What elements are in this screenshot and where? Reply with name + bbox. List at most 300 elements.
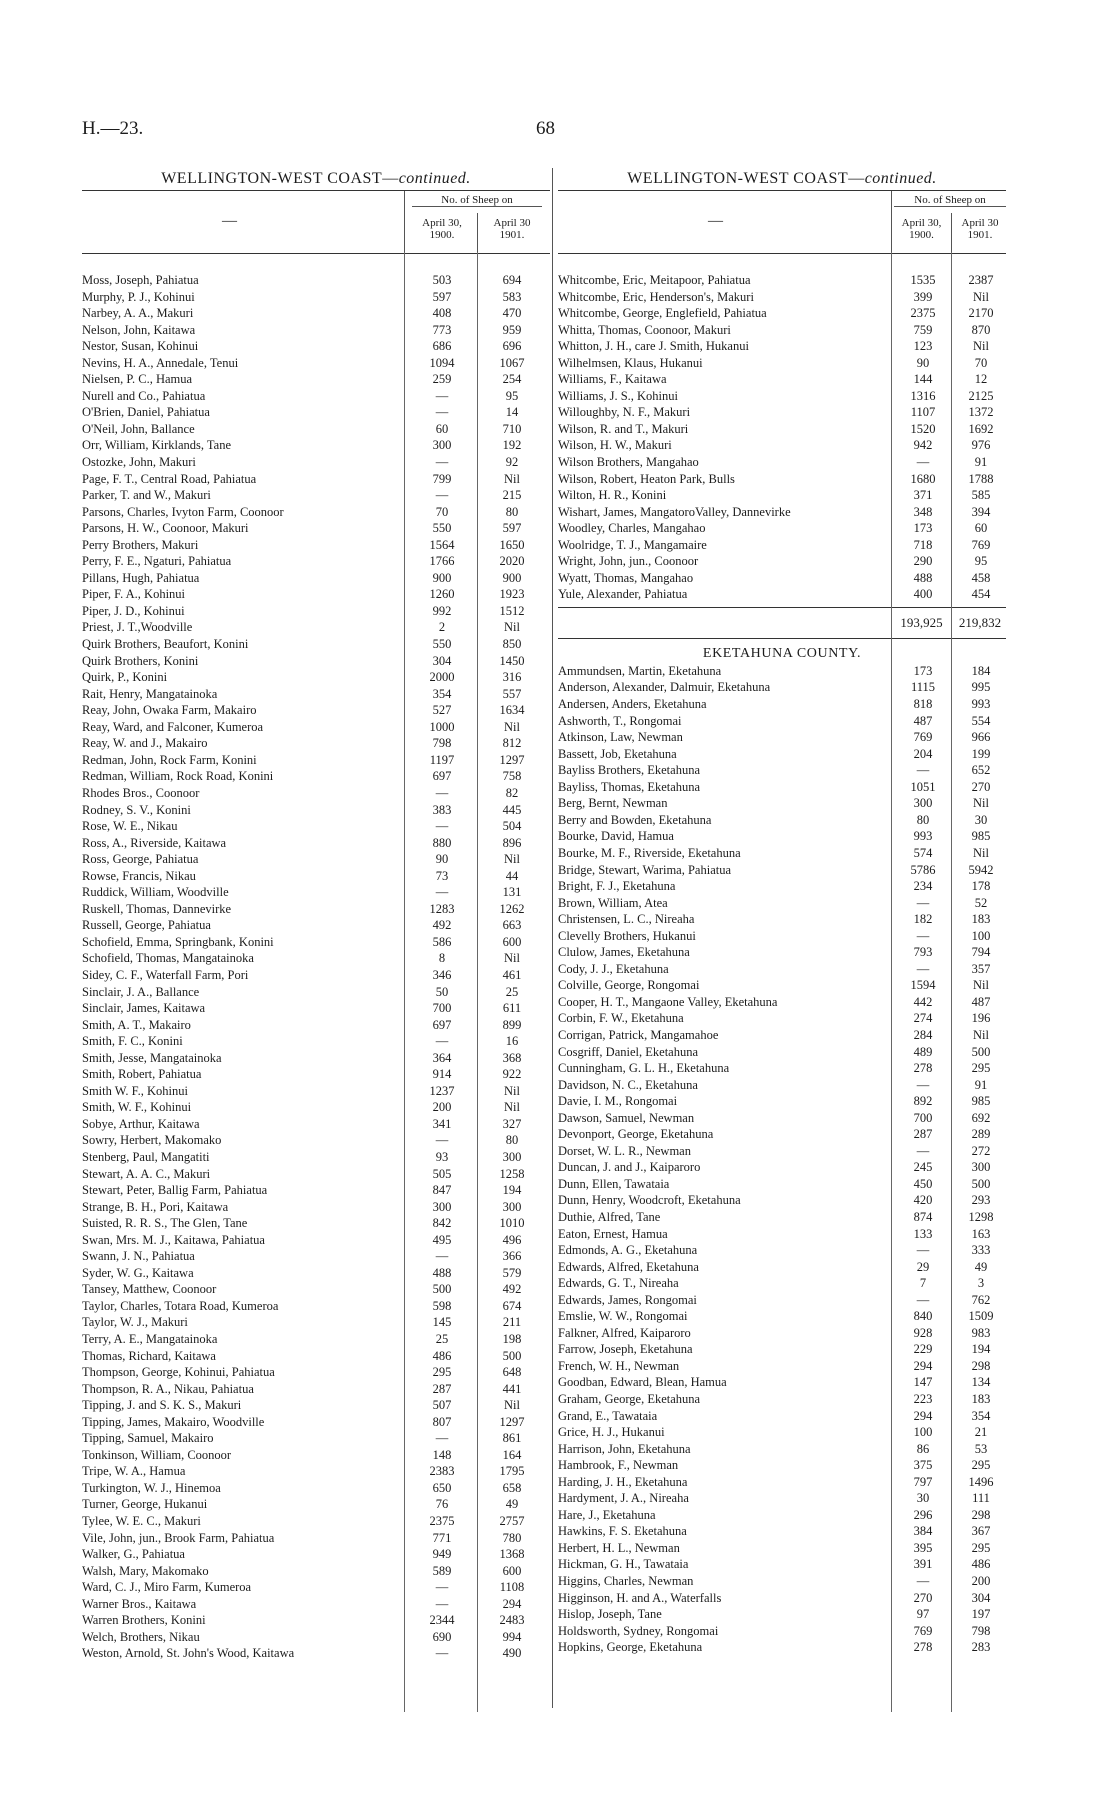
table-row: [558, 895, 1006, 912]
sheep-1901: 100: [971, 928, 991, 943]
table-row: [558, 471, 1006, 488]
sheep-1901: 294: [502, 1596, 522, 1611]
holder-name: Turner, George, Hukanui: [82, 1497, 208, 1512]
sheep-1900: —: [916, 928, 930, 943]
sheep-1901: Nil: [504, 852, 520, 867]
sheep-1901: 694: [502, 273, 522, 287]
table-row: [82, 917, 550, 934]
holder-name: Clulow, James, Eketahuna: [558, 945, 690, 960]
sheep-1900: 2: [438, 620, 446, 635]
table-row: [82, 1397, 550, 1414]
sheep-1900: 204: [913, 746, 933, 761]
table-row: [558, 862, 1006, 879]
sheep-1900: 287: [913, 1127, 933, 1142]
sheep-1900: 173: [913, 663, 933, 678]
table-row: [82, 1248, 550, 1265]
table-row: [82, 984, 550, 1001]
holder-name: Cunningham, G. L. H., Eketahuna: [558, 1061, 730, 1076]
holder-name: Harrison, John, Eketahuna: [558, 1441, 691, 1456]
holder-name: Tonkinson, William, Coonoor: [82, 1447, 232, 1462]
sheep-1900: 598: [432, 1298, 452, 1313]
sheep-1901: 2020: [499, 554, 525, 569]
holder-name: Ruskell, Thomas, Dannevirke: [82, 901, 232, 916]
table-row: [82, 537, 550, 554]
holder-name: Stenberg, Paul, Mangatiti: [82, 1149, 210, 1164]
table-row: [82, 272, 550, 289]
sheep-1901: 597: [502, 521, 522, 536]
holder-name: Hopkins, George, Eketahuna: [558, 1640, 703, 1655]
table-row: [82, 1298, 550, 1315]
sheep-1900: 1094: [429, 355, 455, 370]
sheep-1901: 758: [502, 769, 522, 784]
sheep-1900: 505: [432, 1166, 452, 1181]
sheep-1900: 597: [432, 289, 452, 304]
holder-name: Woodley, Charles, Mangahao: [558, 521, 706, 536]
holder-name: Smith, Jesse, Mangatainoka: [82, 1050, 222, 1065]
table-row: [558, 1044, 1006, 1061]
sheep-1901: 366: [502, 1249, 522, 1264]
sheep-1900: 295: [432, 1365, 452, 1380]
sheep-1900: 270: [913, 1590, 933, 1605]
sheep-1901: 500: [971, 1176, 991, 1191]
sheep-1901: 300: [502, 1199, 522, 1214]
table-row: [558, 977, 1006, 994]
holder-name: Nevins, H. A., Annedale, Tenui: [82, 355, 239, 370]
sheep-1901: 492: [502, 1282, 522, 1297]
sheep-1901: 1297: [499, 1414, 525, 1429]
sheep-1900: 93: [435, 1149, 449, 1164]
column-divider: [552, 168, 553, 1708]
table-row: [558, 1639, 1006, 1656]
sheep-1900: 799: [432, 471, 452, 486]
sheep-1901: 458: [971, 570, 991, 585]
sheep-1900: —: [435, 1596, 449, 1611]
sheep-1900: 300: [913, 796, 933, 811]
table-row: [558, 746, 1006, 763]
holder-name: Stewart, A. A. C., Makuri: [82, 1166, 211, 1181]
sheep-1900: 847: [432, 1183, 452, 1198]
sheep-1900: 97: [916, 1607, 930, 1622]
sheep-1901: 976: [971, 438, 991, 453]
sheep-1901: 2757: [499, 1514, 525, 1529]
sheep-1901: 692: [971, 1110, 991, 1125]
sheep-1901: Nil: [973, 339, 989, 354]
sheep-1901: 461: [502, 967, 522, 982]
sheep-1901: 445: [502, 802, 522, 817]
table-row: [558, 795, 1006, 812]
sheep-1901: 95: [974, 554, 988, 569]
sheep-1901: 80: [505, 504, 519, 519]
sheep-1900: —: [435, 1580, 449, 1595]
holder-name: Swan, Mrs. M. J., Kaitawa, Pahiatua: [82, 1232, 265, 1247]
sheep-1901: 327: [502, 1116, 522, 1131]
sheep-1901: 504: [502, 819, 522, 834]
sheep-1900: 697: [432, 1017, 452, 1032]
holder-name: Schofield, Thomas, Mangatainoka: [82, 951, 254, 966]
holder-name: Perry Brothers, Makuri: [82, 537, 199, 552]
table-row: [82, 669, 550, 686]
sheep-1900: 769: [913, 730, 933, 745]
holder-name: Herbert, H. L., Newman: [558, 1540, 680, 1555]
total-1900: 193,925: [900, 614, 943, 630]
holder-name: Quirk Brothers, Konini: [82, 653, 199, 668]
sheep-1900: 1594: [910, 978, 936, 993]
sheep-1901: 994: [502, 1629, 522, 1644]
sheep-1900: —: [916, 763, 930, 778]
sheep-1900: 348: [913, 504, 933, 519]
table-row: [558, 1523, 1006, 1540]
sheep-1901: 1509: [968, 1309, 994, 1324]
holder-name: Quirk Brothers, Beaufort, Konini: [82, 637, 249, 652]
sheep-1900: 1197: [429, 752, 455, 767]
holder-name: Nurell and Co., Pahiatua: [82, 388, 206, 403]
totals-row: [558, 607, 1006, 639]
sheep-1901: 293: [971, 1193, 991, 1208]
holder-name: Tipping, James, Makairo, Woodville: [82, 1414, 265, 1429]
sheep-1901: 295: [971, 1458, 991, 1473]
table-row: [82, 487, 550, 504]
holder-name: Weston, Arnold, St. John's Wood, Kaitawa: [82, 1646, 295, 1661]
table-row: [82, 702, 550, 719]
sheep-1900: 914: [432, 1067, 452, 1082]
holder-name: Ostozke, John, Makuri: [82, 455, 196, 470]
year-1901-header: April 30 1901.: [961, 217, 999, 241]
table-row: [558, 1341, 1006, 1358]
sheep-1900: —: [916, 1077, 930, 1092]
sheep-1900: 550: [432, 521, 452, 536]
holder-name: Whitcombe, Eric, Henderson's, Makuri: [558, 289, 754, 304]
sheep-1900: —: [435, 1646, 449, 1661]
sheep-1900: 30: [916, 1491, 930, 1506]
holder-name: Rose, W. E., Nikau: [82, 819, 178, 834]
sheep-1900: 487: [913, 713, 933, 728]
sheep-1901: 300: [502, 1149, 522, 1164]
sheep-1900: 442: [913, 994, 933, 1009]
sheep-1901: 5942: [968, 862, 994, 877]
sheep-1901: 368: [502, 1050, 522, 1065]
holder-name: Whitcombe, Eric, Meitapoor, Pahiatua: [558, 273, 751, 287]
holder-name: Tipping, Samuel, Makairo: [82, 1431, 214, 1446]
sheep-1900: —: [435, 1133, 449, 1148]
sheep-1900: 90: [435, 852, 449, 867]
sheep-1901: 200: [971, 1574, 991, 1589]
holder-name: Warren Brothers, Konini: [82, 1613, 206, 1628]
sheep-1901: 254: [502, 372, 522, 387]
table-row: [558, 1209, 1006, 1226]
holder-name: Wilton, H. R., Konini: [558, 488, 667, 503]
sheep-1901: 215: [502, 488, 522, 503]
table-row: [558, 1027, 1006, 1044]
holder-name: Priest, J. T.,Woodville: [82, 620, 193, 635]
sheep-1900: 1520: [910, 421, 936, 436]
table-row: [558, 779, 1006, 796]
sheep-1901: 1067: [499, 355, 525, 370]
year-1900-header: April 30, 1900.: [901, 217, 942, 241]
holder-name: Holdsworth, Sydney, Rongomai: [558, 1623, 719, 1638]
sheep-1900: 182: [913, 912, 933, 927]
sheep-1901: 487: [971, 994, 991, 1009]
holder-name: Bourke, M. F., Riverside, Eketahuna: [558, 845, 741, 860]
sheep-1901: 164: [502, 1447, 522, 1462]
sheep-1901: 900: [502, 570, 522, 585]
sheep-1901: 652: [971, 763, 991, 778]
holder-name: Moss, Joseph, Pahiatua: [82, 273, 199, 287]
holder-name: Smith, W. F., Kohinui: [82, 1100, 192, 1115]
sheep-1900: 294: [913, 1408, 933, 1423]
sheep-1900: 488: [432, 1265, 452, 1280]
sheep-1900: 200: [432, 1100, 452, 1115]
sheep-1900: 993: [913, 829, 933, 844]
sheep-1901: Nil: [504, 951, 520, 966]
sheep-1901: 12: [974, 372, 988, 387]
sheep-1900: —: [435, 455, 449, 470]
table-row: [558, 1143, 1006, 1160]
table-row: [558, 1424, 1006, 1441]
sheep-1901: 486: [971, 1557, 991, 1572]
sheep-1900: 486: [432, 1348, 452, 1363]
sheep-1900: 364: [432, 1050, 452, 1065]
sheep-1901: 183: [971, 912, 991, 927]
holder-name: Piper, J. D., Kohinui: [82, 603, 185, 618]
sheep-1901: 870: [971, 322, 991, 337]
holder-name: Dunn, Henry, Woodcroft, Eketahuna: [558, 1193, 741, 1208]
table-row: [82, 768, 550, 785]
sheep-1901: 762: [971, 1292, 991, 1307]
table-row: [82, 1281, 550, 1298]
table-row: [82, 1612, 550, 1629]
holder-name: Swann, J. N., Pahiatua: [82, 1249, 195, 1264]
holder-name: Rait, Henry, Mangatainoka: [82, 686, 218, 701]
sheep-1900: 375: [913, 1458, 933, 1473]
sheep-1900: 492: [432, 918, 452, 933]
holder-name: Thomas, Richard, Kaitawa: [82, 1348, 216, 1363]
sheep-1900: 2375: [429, 1514, 455, 1529]
sheep-1900: 100: [913, 1425, 933, 1440]
holder-name: Davie, I. M., Rongomai: [558, 1094, 678, 1109]
holder-name: Grice, H. J., Hukanui: [558, 1425, 665, 1440]
sheep-1900: 900: [432, 570, 452, 585]
table-row: [82, 1496, 550, 1513]
sheep-1900: 818: [913, 697, 933, 712]
table-row: [82, 1430, 550, 1447]
table-row: [558, 338, 1006, 355]
sheep-1901: 780: [502, 1530, 522, 1545]
table-row: [82, 835, 550, 852]
sheep-1901: 663: [502, 918, 522, 933]
sheep-1901: 163: [971, 1226, 991, 1241]
table-row: [82, 1116, 550, 1133]
sheep-1901: Nil: [973, 1027, 989, 1042]
sheep-1900: 507: [432, 1398, 452, 1413]
holder-name: Reay, John, Owaka Farm, Makairo: [82, 703, 257, 718]
table-row: [82, 1331, 550, 1348]
sheep-1901: 111: [972, 1491, 990, 1506]
sheep-1900: 773: [432, 322, 452, 337]
holder-name: Higginson, H. and A., Waterfalls: [558, 1590, 722, 1605]
table-row: [82, 1480, 550, 1497]
holder-name: Davidson, N. C., Eketahuna: [558, 1077, 698, 1092]
table-row: [82, 735, 550, 752]
holder-name: Reay, Ward, and Falconer, Kumeroa: [82, 719, 264, 734]
holder-name: Ruddick, William, Woodville: [82, 885, 229, 900]
holder-name: Willoughby, N. F., Makuri: [558, 405, 691, 420]
table-row: [82, 1414, 550, 1431]
left-column: [82, 168, 550, 1662]
sheep-1900: 284: [913, 1027, 933, 1042]
table-row: [82, 322, 550, 339]
sheep-1901: 295: [971, 1061, 991, 1076]
table-row: [82, 338, 550, 355]
sheep-1900: 420: [913, 1193, 933, 1208]
sheep-1901: 1010: [499, 1216, 525, 1231]
table-row: [82, 1232, 550, 1249]
table-row: [558, 1176, 1006, 1193]
name-column-dash: —: [708, 213, 723, 229]
sheep-1901: 184: [971, 663, 991, 678]
sheep-1900: —: [435, 1431, 449, 1446]
sheep-1900: 259: [432, 372, 452, 387]
sheep-1901: 82: [505, 785, 519, 800]
sheep-1901: 794: [971, 945, 991, 960]
left-column-title: WELLINGTON-WEST COAST—continued.: [161, 170, 471, 187]
sheep-1900: 1283: [429, 901, 455, 916]
sheep-1900: 229: [913, 1342, 933, 1357]
holder-name: Christensen, L. C., Nireaha: [558, 912, 695, 927]
sheep-1901: 600: [502, 1563, 522, 1578]
sheep-1900: 690: [432, 1629, 452, 1644]
sheep-1900: 718: [913, 537, 933, 552]
sheep-1900: 503: [432, 273, 452, 287]
sheep-1901: 850: [502, 637, 522, 652]
sheep-1900: 1237: [429, 1083, 455, 1098]
holder-name: Clevelly Brothers, Hukanui: [558, 928, 696, 943]
holder-name: Corrigan, Patrick, Mangamahoe: [558, 1027, 719, 1042]
sheep-1900: 300: [432, 438, 452, 453]
sheep-1901: 585: [971, 488, 991, 503]
sheep-1900: 60: [435, 421, 449, 436]
sheep-1901: 49: [505, 1497, 519, 1512]
table-row: [558, 812, 1006, 829]
table-row: [82, 686, 550, 703]
table-row: [82, 603, 550, 620]
table-row: [558, 586, 1006, 603]
sheep-1901: 44: [505, 868, 519, 883]
year-1900-header: April 30, 1900.: [422, 217, 462, 241]
table-row: [558, 1606, 1006, 1623]
holder-name: Whitton, J. H., care J. Smith, Hukanui: [558, 339, 749, 354]
sheep-1900: —: [916, 455, 930, 470]
table-row: [82, 1066, 550, 1083]
table-row: [558, 828, 1006, 845]
table-row: [558, 537, 1006, 554]
holder-name: Sinclair, James, Kaitawa: [82, 1001, 206, 1016]
sheep-1900: 7: [919, 1276, 927, 1291]
sheep-1900: 5786: [910, 862, 936, 877]
holder-name: Rodney, S. V., Konini: [82, 802, 191, 817]
sheep-1901: 95: [505, 388, 519, 403]
sheep-1900: 278: [913, 1061, 933, 1076]
sheep-1900: 144: [913, 372, 933, 387]
table-row: [82, 1463, 550, 1480]
table-row: [558, 1325, 1006, 1342]
table-row: [558, 553, 1006, 570]
holder-name: Walsh, Mary, Makomako: [82, 1563, 209, 1578]
holder-name: Nielsen, P. C., Hamua: [82, 372, 193, 387]
sheep-1901: 1788: [968, 471, 994, 486]
table-row: [82, 719, 550, 736]
sheep-1901: 861: [502, 1431, 522, 1446]
table-row: [82, 818, 550, 835]
holder-name: Harding, J. H., Eketahuna: [558, 1474, 688, 1489]
table-row: [82, 1033, 550, 1050]
sheep-1900: 880: [432, 835, 452, 850]
holder-name: Hislop, Joseph, Tane: [558, 1607, 662, 1622]
table-row: [558, 944, 1006, 961]
table-row: [82, 1149, 550, 1166]
table-row: [558, 355, 1006, 372]
sheep-1901: 194: [971, 1342, 991, 1357]
holder-name: Yule, Alexander, Pahiatua: [558, 587, 688, 602]
holder-name: Thompson, George, Kohinui, Pahiatua: [82, 1365, 275, 1380]
holder-name: Anderson, Alexander, Dalmuir, Eketahuna: [558, 680, 771, 695]
sheep-1901: 134: [971, 1375, 991, 1390]
sheep-1901: 812: [502, 736, 522, 751]
sheep-1900: 874: [913, 1209, 933, 1224]
holder-name: Hardyment, J. A., Nireaha: [558, 1491, 689, 1506]
sheep-1900: —: [916, 1243, 930, 1258]
table-row: [82, 1348, 550, 1365]
sheep-1900: 287: [432, 1381, 452, 1396]
table-row: [82, 1215, 550, 1232]
sheep-1901: 91: [974, 1077, 988, 1092]
sheep-1900: 489: [913, 1044, 933, 1059]
table-row: [82, 1199, 550, 1216]
sheep-1901: 272: [971, 1143, 991, 1158]
holder-name: Duthie, Alfred, Tane: [558, 1209, 661, 1224]
holder-name: Hickman, G. H., Tawataia: [558, 1557, 689, 1572]
sheep-1901: 1258: [499, 1166, 525, 1181]
sheep-1900: 408: [432, 306, 452, 321]
table-row: [558, 1474, 1006, 1491]
table-row: [82, 1314, 550, 1331]
sheep-1901: 1923: [499, 587, 525, 602]
sheep-1900: 928: [913, 1325, 933, 1340]
holder-name: Parsons, Charles, Ivyton Farm, Coonoor: [82, 504, 284, 519]
sheep-1901: 611: [502, 1001, 522, 1016]
sheep-header: No. of Sheep on: [894, 194, 1006, 207]
table-row: [82, 884, 550, 901]
holder-name: Schofield, Emma, Springbank, Konini: [82, 934, 274, 949]
sheep-1900: —: [435, 1034, 449, 1049]
sheep-1901: Nil: [973, 796, 989, 811]
sheep-1900: 391: [913, 1557, 933, 1572]
table-row: [558, 679, 1006, 696]
sheep-1901: 985: [971, 1094, 991, 1109]
sheep-1900: 245: [913, 1160, 933, 1175]
sheep-1901: 490: [502, 1646, 522, 1661]
sheep-1901: 1108: [499, 1580, 525, 1595]
holder-name: Thompson, R. A., Nikau, Pahiatua: [82, 1381, 254, 1396]
holder-name: Reay, W. and J., Makairo: [82, 736, 208, 751]
sheep-1900: 769: [913, 1623, 933, 1638]
sheep-1900: —: [916, 895, 930, 910]
holder-name: Wilson, Robert, Heaton Park, Bulls: [558, 471, 735, 486]
sheep-1901: 211: [502, 1315, 522, 1330]
sheep-1900: 73: [435, 868, 449, 883]
sheep-1901: 70: [974, 355, 988, 370]
table-row: [558, 272, 1006, 289]
sheep-1900: 8: [438, 951, 446, 966]
